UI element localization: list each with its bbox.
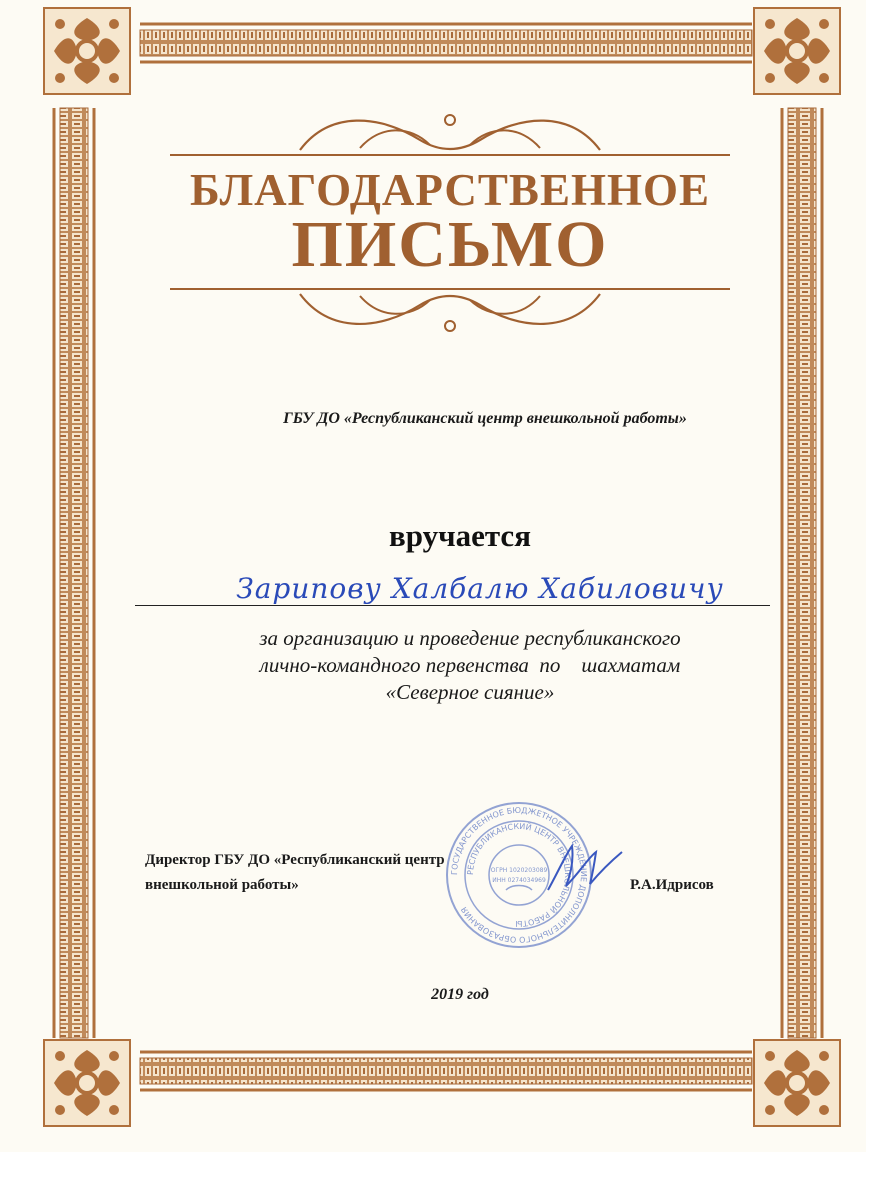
recipient-underline — [135, 605, 770, 606]
director-signature — [540, 832, 630, 902]
reason-line-3: «Северное сияние» — [385, 680, 555, 704]
recipient-name: Зарипову Халбалю Хабиловичу — [236, 572, 724, 605]
stamp-inn-text: ИНН 0274034969 — [492, 877, 546, 884]
title-line-2: ПИСЬМО — [291, 208, 609, 281]
director-name: Р.А.Идрисов — [630, 877, 714, 893]
issuing-organization: ГБУ ДО «Республиканский центр внешкольной работы» — [283, 410, 687, 427]
stamp-inner-text: РЕСПУБЛИКАНСКИЙ ЦЕНТР ВНЕШКОЛЬНОЙ РАБОТЫ — [465, 821, 573, 929]
award-reason — [160, 625, 780, 706]
awarded-label: вручается — [389, 518, 531, 553]
director-title-line-2: внешкольной работы» — [145, 877, 299, 893]
reason-line-2: лично-командного первенства по шахматам — [259, 653, 681, 677]
reason-line-1: за организацию и проведение республиканского — [259, 626, 681, 650]
stamp-code-text: ОГРН 1020203089 — [490, 867, 548, 874]
title-line-1: БЛАГОДАРСТВЕННОЕ — [190, 165, 710, 215]
issue-year: 2019 год — [431, 986, 489, 1003]
director-title-line-1: Директор ГБУ ДО «Республиканский центр — [145, 852, 445, 868]
stamp-outer-text: ГОСУДАРСТВЕННОЕ БЮДЖЕТНОЕ УЧРЕЖДЕНИЕ ДОПОЛНИТЕЛЬНОГО ОБРАЗОВАНИЯ — [449, 805, 589, 945]
